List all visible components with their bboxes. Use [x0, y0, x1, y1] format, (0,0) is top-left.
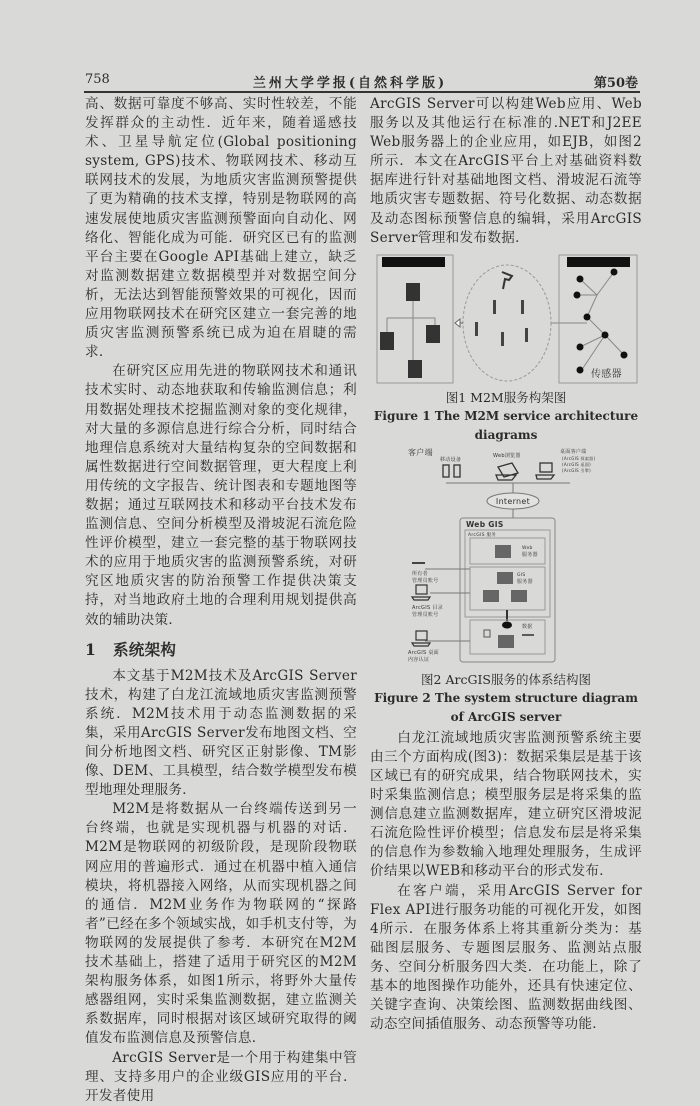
owner-label: 管理员账号: [412, 577, 439, 584]
section-heading: [85, 639, 357, 661]
figure-2-arcgis-diagram: [400, 445, 630, 670]
server-panel: [377, 255, 453, 383]
desktop-sub-label: (ArcGIS 探索器): [562, 455, 596, 461]
paragraph: 在研究区应用先进的物联网技术和通讯技术实时、动态地获取和传输监测信息；利用数据处理技术挖掘监测对象的变化规律，对大量的多源信息进行综合分析，同时结合地理信息系统对大量结构复杂的空间数据和属性数据进行空间数据管理，更大程度上利用传统的文字报告、统计图表和专题地图等数据；通过互联网技术和移动平台技术发布监测信息、空间分析模型及滑坡泥石流危险性评价模型，建立一套完整的基于物联网技术的应用于地质灾害的监测预警系统，对研究区地质灾害的防治预警工作提供决策支持，对当地政府土地的合理利用规划提供高效的辅助决策．: [85, 363, 357, 628]
right-column: [370, 95, 642, 1034]
satellite-icon: [502, 272, 512, 289]
sensor-label: 传感器: [591, 368, 622, 380]
mobile-label: 移动设备: [440, 456, 462, 463]
right-column-bottom: [370, 729, 642, 1035]
server-icon: [426, 325, 440, 343]
gis-server-icon: [483, 590, 499, 602]
web-server-icon: [495, 545, 511, 558]
left-column: [85, 95, 357, 1106]
right-column-top: [370, 95, 642, 248]
figure-1-caption-en: Figure 1 The M2M service architecture diagrams: [373, 408, 639, 442]
network-cloud: [455, 265, 587, 381]
antenna-icons: [475, 300, 528, 346]
figure-2-caption-en: Figure 2 The system structure diagram of ArcGIS server: [374, 690, 638, 724]
server-icon: [380, 332, 394, 350]
desktop-auth-label: 内容认证: [408, 656, 430, 663]
volume-number: 第50卷: [593, 76, 638, 91]
sensor-panel: [559, 255, 637, 383]
database-icon: [498, 635, 514, 648]
paragraph: 白龙江流域地质灾害监测预警系统主要由三个方面构成(图3)：数据采集层是基于该区域已有的研究成果，结合物联网技术，实时采集监测信息；模型服务层是将采集的监测信息建立监测数据库，建立研究区滑坡泥石流危险性评价模型；信息发布层是将采集的信息作为参数输入地理处理服务，生成评价结果以WEB和移动平台的形式发布．: [370, 729, 642, 880]
web-server-label: 服务器: [522, 551, 538, 558]
paragraph: M2M是将数据从一台终端传送到另一台终端，也就是实现机器与机器的对话．M2M是物联网的初级阶段，是现阶段物联网应用的普遍形式．通过在机器中植入通信模块，将机器接入网络，从而实现机器之间的通信．M2M业务作为物联网的“探路者”已经在多个领域实战，如手机支付等，为物联网的发展提供了参考．本研究在M2M技术基础上，搭建了适用于研究区的M2M架构服务体系，如图1所示，将野外大量传感器组网，实时采集监测数据，建立监测关系数据库，同时根据对该区域研究取得的阈值发布监测信息及预警信息．: [85, 801, 357, 1047]
paragraph: ArcGIS Server是一个用于构建集中管理、支持多用户的企业级GIS应用的平台．开发者使用: [85, 1049, 357, 1104]
paragraph: ArcGIS Server可以构建Web应用、Web服务以及其他运行在标准的.NET和J2EE Web服务器上的企业应用，如EJB，如图2所示．本文在ArcGIS平台上对基础资料数据库进行针对基础地图文档、滑坡泥石流等地质灾害专题数据、符号化数据、动态数据及动态图标预警信息的编辑，采用ArcGIS Server管理和发布数据．: [370, 96, 642, 246]
paragraph: 高、数据可靠度不够高、实时性较差，不能发挥群众的主动性．近年来，随着遥感技术、卫星导航定位(Global positioning system, GPS)技术、物联网技术、移动互联网技术的发展，为地质灾害监测预警提供了更为精确的技术支撑，特别是物联网的高速发展使地质灾害监测预警面向自动化、网络化、智能化成为可能．研究区已有的监测平台主要在Google API基础上建立，缺乏对监测数据建立数据模型并对数据空间分析，无法达到智能预警效果的可视化，因而应用物联网技术在研究区建立一套完善的地质灾害监测预警系统已成为迫在眉睫的需求．: [85, 96, 357, 361]
section-number: 1: [85, 639, 97, 659]
client-label: 客户端: [408, 447, 433, 457]
client-device-icons: [443, 463, 554, 480]
web-server-label: Web: [522, 545, 533, 551]
figure-1-m2m-diagram: [375, 250, 639, 388]
catalog-label: 管理员账号: [412, 611, 439, 618]
owner-label: 所有者: [412, 570, 428, 577]
desktop-sub-label: (ArcGIS 引擎): [562, 467, 592, 473]
catalog-label: ArcGIS 目录: [412, 604, 443, 611]
gis-server-label: 服务器: [517, 578, 533, 585]
paragraph: 本文基于M2M技术及ArcGIS Server技术，构建了白龙江流域地质灾害监测预警系统．M2M技术用于动态监测数据的采集，采用ArcGIS Server发布地图文档、空间分析地图文档、研究区正射影像、TM影像、DEM、工具模型，结合数学模型发布模型地理处理服务．: [85, 667, 357, 799]
desktop-auth-label: ArcGIS 桌面: [408, 649, 439, 656]
desktop-label: 桌面客户端: [560, 448, 587, 455]
internet-label: Internet: [495, 496, 531, 506]
page-number: 758: [85, 72, 110, 87]
gis-server-icon: [511, 590, 527, 602]
journal-title: 兰州大学学报(自然科学版): [252, 76, 448, 91]
webgis-label: Web GIS: [466, 519, 504, 529]
figure-1-caption-cn: 图1 M2M服务构架图: [445, 389, 567, 405]
figure-2-caption-cn: 图2 ArcGIS服务的体系结构图: [421, 671, 591, 687]
server-icon: [406, 283, 420, 301]
gis-server-icon: [497, 572, 513, 584]
header-rule: [84, 91, 640, 93]
sensor-nodes: [574, 268, 628, 373]
gis-server-label: GIS: [517, 572, 526, 578]
desktop-sub-label: (ArcGIS 桌面): [562, 461, 592, 467]
section-title: 系统架构: [113, 639, 177, 659]
server-icon: [408, 360, 422, 378]
arcgis-service-label: ArcGIS 服务: [468, 532, 497, 538]
data-label: 数据: [522, 623, 533, 630]
paragraph: 在客户端，采用ArcGIS Server for Flex API进行服务功能的可视化开发，如图4所示．在服务体系上将其重新分类为：基础图层服务、专题图层服务、监测站点服务、空间分析服务四大类．在功能上，除了基本的地图操作功能外，还具有快速定位、关键字查询、决策绘图、监测数据曲线图、动态空间插值服务、动态预警等功能．: [370, 882, 642, 1033]
browser-label: Web浏览器: [493, 452, 521, 459]
